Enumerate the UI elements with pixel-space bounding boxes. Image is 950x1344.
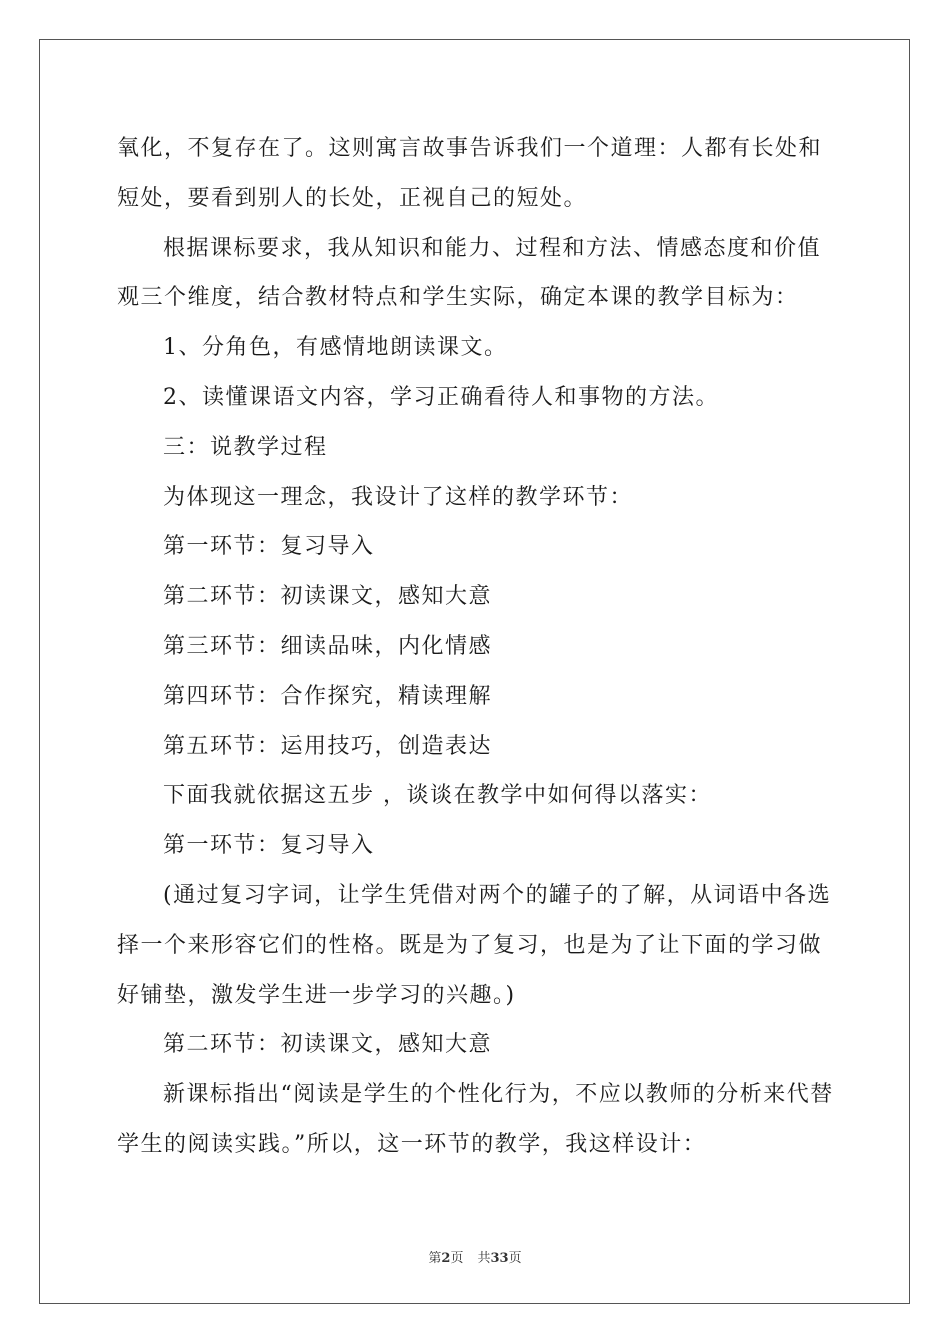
- paragraph: 下面我就依据这五步 ，谈谈在教学中如何得以落实：: [163, 783, 712, 809]
- page-suffix: 页: [450, 1251, 464, 1266]
- list-item: 第一环节：复习导入: [163, 534, 375, 560]
- page-footer: [0, 1247, 950, 1266]
- list-item: 第四环节：合作探究，精读理解: [163, 683, 493, 709]
- list-item: 第二环节：初读课文，感知大意: [163, 584, 493, 610]
- subsection-heading: 第一环节：复习导入: [163, 833, 375, 859]
- paragraph: 1、分角色，有感情地朗读课文。: [163, 335, 508, 361]
- paragraph: 氧化，不复存在了。这则寓言故事告诉我们一个道理：人都有长处和短处，要看到别人的长处，正视自己的短处。: [117, 136, 823, 211]
- paragraph: (通过复习字词，让学生凭借对两个的罐子的了解，从词语中各选择一个来形容它们的性格。既是为了复习，也是为了让下面的学习做好铺垫，激发学生进一步学习的兴趣。): [117, 882, 832, 1008]
- section-heading: 三：说教学过程: [163, 434, 328, 460]
- document-body: [117, 124, 837, 1170]
- page-number: 2: [441, 1251, 451, 1266]
- list-item: 第五环节：运用技巧，创造表达: [163, 733, 493, 759]
- total-suffix: 页: [508, 1251, 522, 1266]
- paragraph: 新课标指出“阅读是学生的个性化行为，不应以教师的分析来代替学生的阅读实践。”所以，这一环节的教学，我这样设计：: [117, 1082, 834, 1157]
- subsection-heading: 第二环节：初读课文，感知大意: [163, 1032, 493, 1058]
- paragraph: 根据课标要求，我从知识和能力、过程和方法、情感态度和价值观三个维度，结合教材特点和学生实际，确定本课的教学目标为：: [117, 235, 822, 311]
- paragraph: 为体现这一理念，我设计了这样的教学环节：: [163, 484, 634, 510]
- page-prefix: 第: [428, 1251, 442, 1266]
- list-item: 第三环节：细读品味，内化情感: [163, 633, 493, 659]
- paragraph: 2、读懂课语文内容，学习正确看待人和事物的方法。: [163, 384, 719, 410]
- total-prefix: 共: [477, 1251, 491, 1266]
- total-pages: 33: [490, 1251, 509, 1266]
